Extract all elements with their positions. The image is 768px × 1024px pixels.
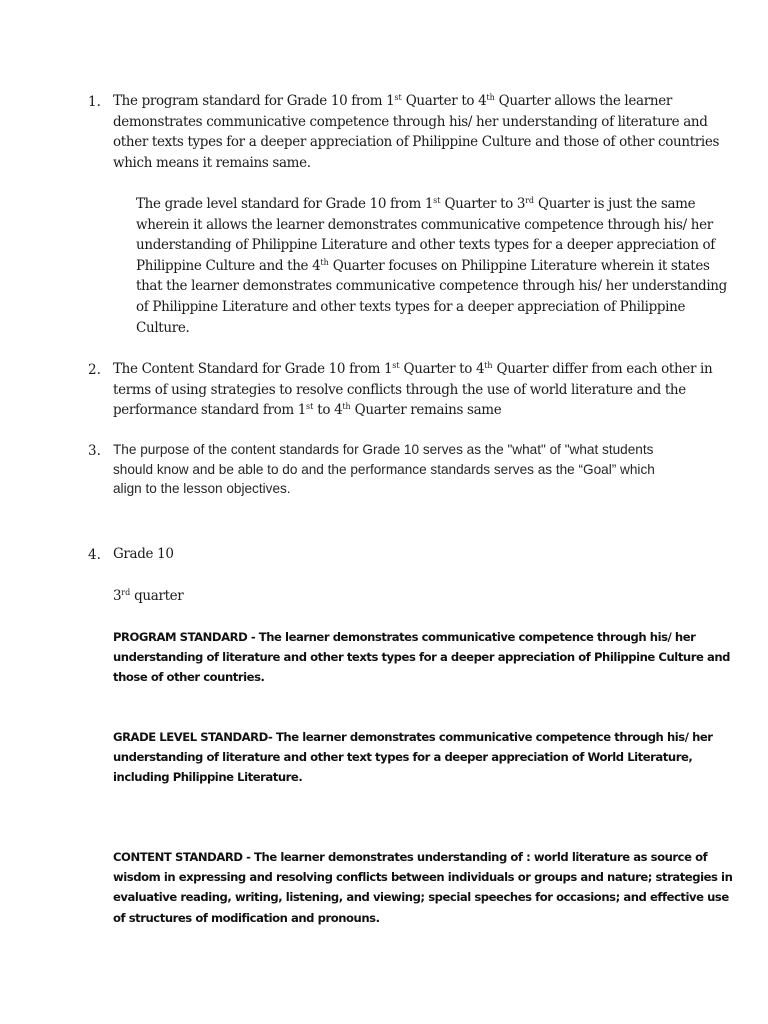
content-standard-paragraph [113,847,732,928]
text-line: understanding of Philippine Literature and other texts types for a deeper appreciation of [136,237,715,254]
item-4-number: 4. [88,547,101,563]
text-line: understanding of literature and other text types for a deeper appreciation of World Literature, [113,750,693,765]
text-line: The Content Standard for Grade 10 from 1st Quarter to 4th Quarter differ from each other in [113,361,713,377]
text-line: Philippine Culture and the 4th Quarter focuses on Philippine Literature wherein it states [136,257,710,274]
program-standard-paragraph [113,627,730,688]
text-line: wisdom in expressing and resolving conflicts between individuals or groups and nature; strategies in [113,870,733,885]
ordinal-superscript: st [433,196,441,205]
text-line: Grade 10 [113,546,174,562]
item-1-number: 1. [88,94,101,110]
text-line: evaluative reading, writing, listening, and viewing; special speeches for occasions; and effective use [113,890,729,905]
item-1-paragraph [113,91,719,173]
text-line: performance standard from 1st to 4th Quarter remains same [113,402,502,419]
ordinal-superscript: th [484,361,493,370]
text-line: The program standard for Grade 10 from 1st Quarter to 4th Quarter allows the learner [113,93,672,109]
text-line: align to the lesson objectives. [113,481,291,497]
item-2-number: 2. [88,362,101,378]
ordinal-superscript: th [486,93,495,102]
ordinal-superscript: th [342,402,351,412]
text-line: including Philippine Literature. [113,770,303,785]
ordinal-superscript: rd [121,588,131,597]
item-2-paragraph [113,359,712,421]
grade-level-standard-paragraph [113,727,713,788]
text-line: other texts types for a deeper appreciation of Philippine Culture and those of other countries [113,134,720,151]
text-line: terms of using strategies to resolve conflicts through the use of world literature and the [113,381,686,398]
text-line: of structures of modification and pronouns. [113,910,380,925]
item-3-paragraph [113,440,655,499]
ordinal-superscript: rd [525,196,535,205]
text-line: demonstrates communicative competence through his/ her understanding of literature and [113,113,708,130]
text-line: should know and be able to do and the performance standards serves as the “Goal” which [113,461,655,477]
text-line: understanding of literature and other texts types for a deeper appreciation of Philippine Culture and [113,650,731,665]
item-4-quarter-heading [113,586,183,607]
text-line: of Philippine Literature and other texts types for a deeper appreciation of Philippine [136,298,686,315]
text-line: wherein it allows the learner demonstrates communicative competence through his/ her [136,216,713,233]
ordinal-superscript: st [392,361,400,370]
ordinal-superscript: th [320,257,329,267]
text-line: those of other countries. [113,670,265,685]
ordinal-superscript: st [306,402,314,412]
ordinal-superscript: st [394,93,402,102]
text-line: that the learner demonstrates communicative competence through his/ her understanding [136,278,727,295]
text-line: GRADE LEVEL STANDARD- The learner demonstrates communicative competence through his/ her [113,730,713,744]
text-line: Culture. [136,319,190,336]
text-line: The grade level standard for Grade 10 from 1st Quarter to 3rd Quarter is just the same [136,196,696,212]
text-line: 3rd quarter [113,588,184,604]
item-4-grade-heading [113,544,174,565]
item-1-grade-level-paragraph [136,194,727,338]
item-3-number: 3. [88,443,101,459]
text-line: CONTENT STANDARD - The learner demonstrates understanding of : world literature as source of [113,850,708,864]
text-line: PROGRAM STANDARD - The learner demonstrates communicative competence through his/ her [113,630,696,644]
text-line: The purpose of the content standards for Grade 10 serves as the "what" of "what students [113,442,654,457]
text-line: which means it remains same. [113,154,311,171]
